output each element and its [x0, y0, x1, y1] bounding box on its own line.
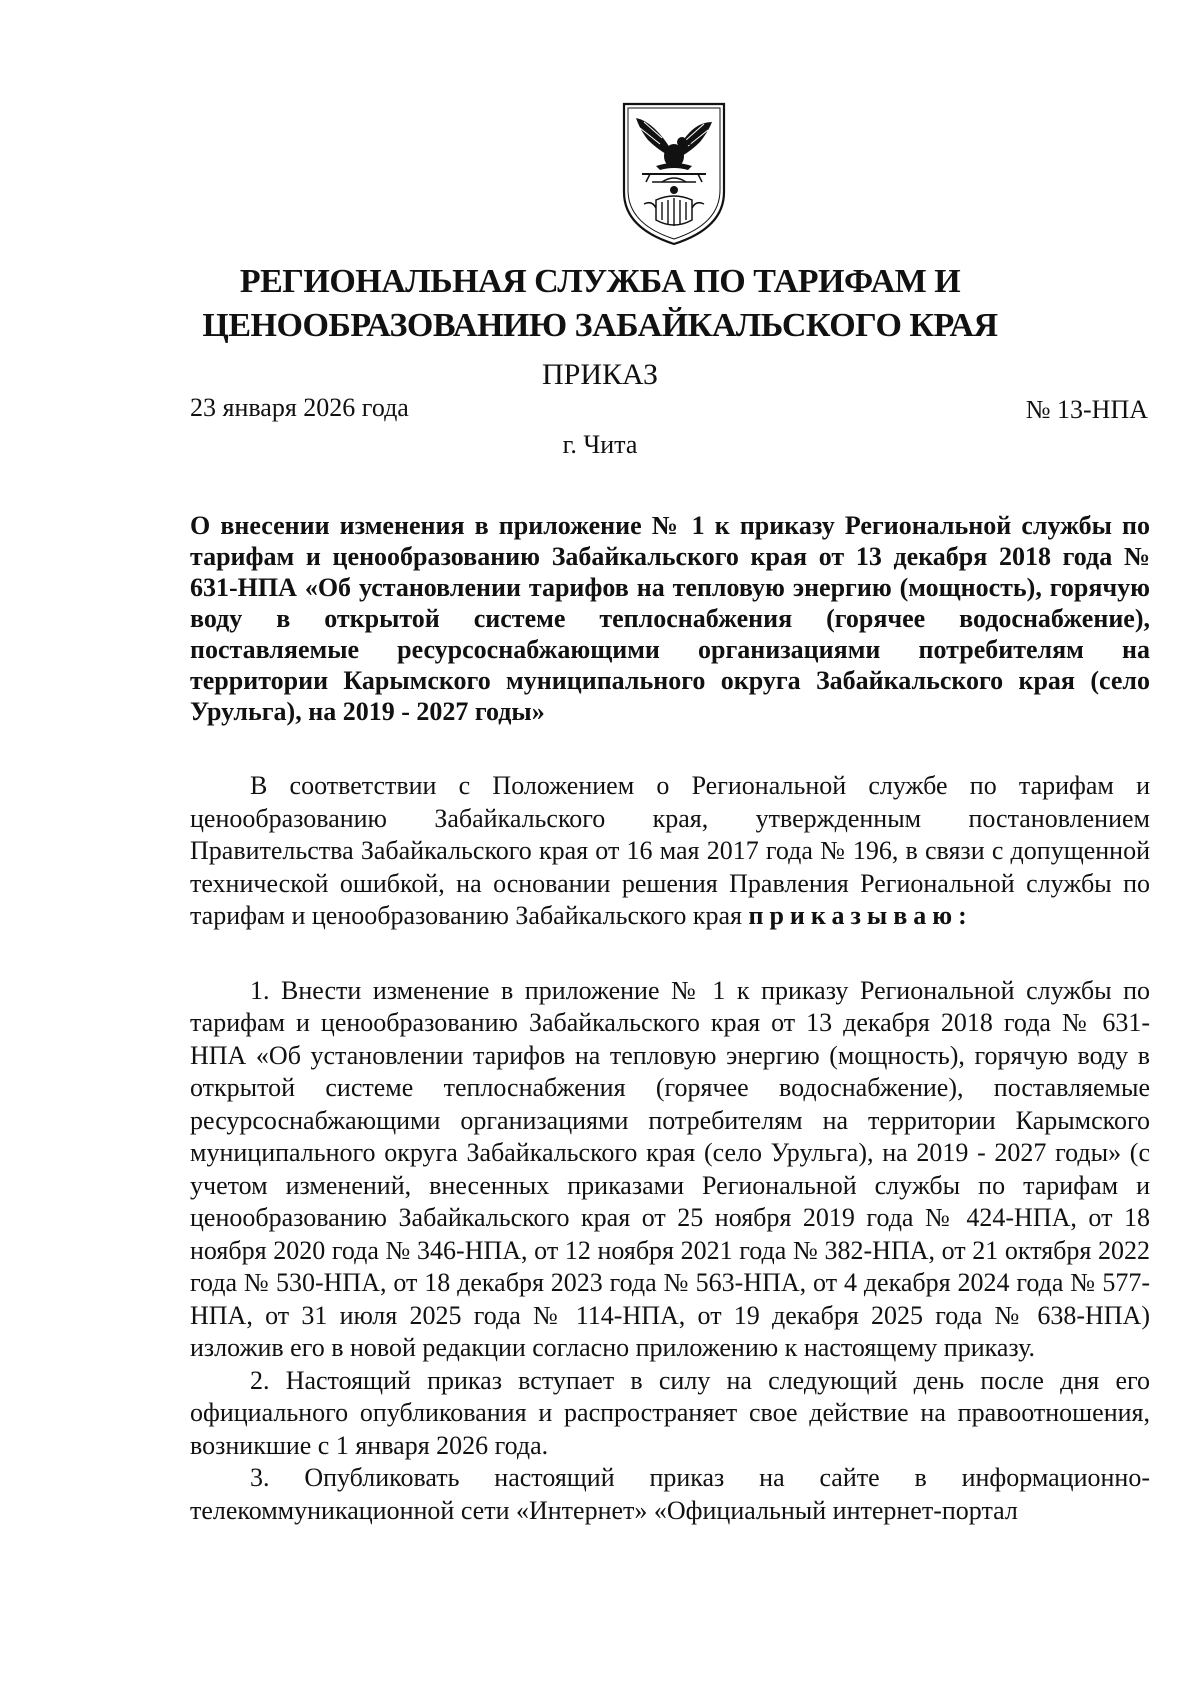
document-date: 23 января 2026 года	[190, 393, 409, 422]
organization-title-line-1: РЕГИОНАЛЬНАЯ СЛУЖБА ПО ТАРИФАМ И	[239, 263, 961, 300]
command-word: приказываю:	[748, 901, 973, 930]
document-number: № 13-НПА	[1025, 395, 1148, 424]
list-item	[190, 1462, 1150, 1527]
preamble-paragraph	[190, 770, 1150, 933]
item-number: 1.	[250, 975, 270, 1005]
organization-title	[150, 260, 1050, 348]
document-body	[190, 770, 1150, 1527]
document-type: ПРИКАЗ	[542, 358, 658, 391]
order-items	[190, 975, 1150, 1528]
item-text: Внести изменение в приложение № 1 к приказу Региональной службы по тарифам и ценообразованию Забайкальского края от 13 декабря 2018 года № 631-НПА «Об установлении тарифов на тепловую энергию (мощность), горячую воду в открытой системе теплоснабжения (горячее водоснабжение), поставляемые ресурсоснабжающими организациями потребителям на территории Карымского муниципального округа Забайкальского края (село Урульга), на 2019 - 2027 годы» (с учетом изменений, внесенных приказами Региональной службы по тарифам и ценообразованию Забайкальского края от 25 ноября 2019 года № 424-НПА, от 18 ноября 2020 года № 346-НПА, от 12 ноября 2021 года № 382-НПА, от 21 октября 2022 года № 530-НПА, от 18 декабря 2023 года № 563-НПА, от 4 декабря 2024 года № 577-НПА, от 31 июля 2025 года № 114-НПА, от 19 декабря 2025 года № 638-НПА) изложив его в новой редакции согласно приложению к настоящему приказу.	[190, 975, 1151, 1362]
list-item	[190, 975, 1150, 1365]
document-city: г. Чита	[562, 430, 638, 459]
list-item	[190, 1365, 1150, 1463]
preamble-text: В соответствии с Положением о Региональной службе по тарифам и ценообразованию Забайкальского края, утвержденным постановлением Правительства Забайкальского края от 16 мая 2017 года № 196, в связи с допущенной технической ошибкой, на основании решения Правления Региональной службы по тарифам и ценообразованию Забайкальского края	[190, 771, 1150, 930]
document-subject: О внесении изменения в приложение № 1 к приказу Региональной службы по тарифам и ценообразованию Забайкальского края от 13 декабря 2018 года № 631-НПА «Об установлении тарифов на тепловую энергию (мощность), горячую воду в открытой системе теплоснабжения (горячее водоснабжение), поставляемые ресурсоснабжающими организациями потребителям на территории Карымского муниципального округа Забайкальского края (село Урульга), на 2019 - 2027 годы»	[190, 511, 1150, 726]
item-text: Опубликовать настоящий приказ на сайте в информационно-телекоммуникационной сети «Интернет» «Официальный интернет-портал	[190, 1463, 1150, 1525]
organization-title-line-2: ЦЕНООБРАЗОВАНИЮ ЗАБАЙКАЛЬСКОГО КРАЯ	[202, 307, 998, 344]
item-number: 2.	[250, 1365, 270, 1395]
item-number: 3.	[250, 1463, 270, 1492]
coat-of-arms-icon	[616, 100, 732, 248]
item-text: Настоящий приказ вступает в силу на следующий день после дня его официального опубликования и распространяет свое действие на правоотношения, возникшие с 1 января 2026 года.	[190, 1365, 1150, 1460]
